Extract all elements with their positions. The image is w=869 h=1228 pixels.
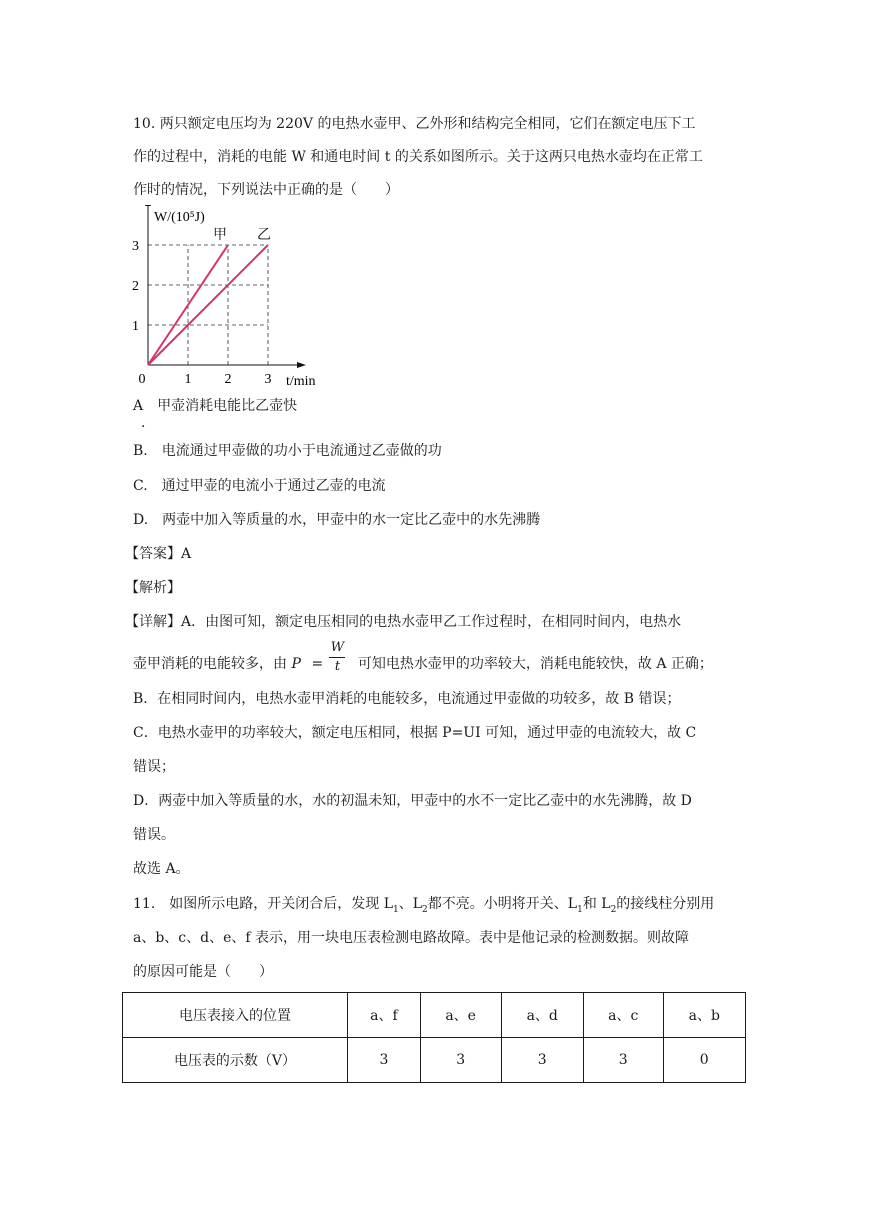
q10-option-c: C. 通过甲壶的电流小于通过乙壶的电流	[133, 478, 386, 494]
x-axis-arrow	[297, 362, 306, 368]
x-axis-label: t/min	[286, 374, 316, 389]
table-cell: 0	[663, 1038, 745, 1083]
chart-svg	[128, 205, 338, 395]
answer-label: 【答案】A	[125, 546, 192, 562]
table-row	[123, 1038, 746, 1083]
sub-4: 2	[610, 904, 617, 915]
formula-numerator: W	[330, 640, 345, 655]
q10-option-a: A 甲壶消耗电能比乙壶快	[133, 398, 298, 414]
table-row	[123, 993, 746, 1038]
series-label: 甲	[213, 227, 227, 243]
series-label: 乙	[257, 227, 271, 243]
sub-2: 2	[422, 904, 428, 915]
q11-line1-part-4: 和 L	[582, 896, 611, 912]
table-cell: 3	[583, 1038, 663, 1083]
q10-option-d: D. 两壶中加入等质量的水，甲壶中的水一定比乙壶中的水先沸腾	[133, 512, 541, 528]
y-axis-arrow	[145, 205, 151, 206]
q11-stem-line-3: 的原因可能是（ ）	[133, 964, 273, 980]
q11-stem-line-1	[133, 894, 714, 920]
table-cell: a、e	[420, 993, 501, 1038]
q11-line1-part-2: 、L	[398, 896, 423, 912]
series-line	[148, 245, 268, 365]
fraction-bar	[329, 657, 345, 658]
table-cell: a、f	[348, 993, 421, 1038]
q10-option-b: B. 电流通过甲壶做的功小于电流通过乙壶做的功	[133, 443, 442, 459]
q11-stem-line-2: a、b、c、d、e、f 表示，用一块电压表检测电路故障。表中是他记录的检测数据。则故障	[133, 930, 690, 946]
analysis-title: 【解析】	[125, 580, 181, 596]
x-tick-label: 1	[184, 372, 192, 387]
detail-line-1b-post: 可知电热水壶甲的功率较大，消耗电能较快，故 A 正确；	[357, 656, 713, 672]
table-cell: a、c	[583, 993, 663, 1038]
detail-line-4b: 错误。	[133, 827, 175, 843]
q10-stem-line-2: 作的过程中，消耗的电能 W 和通电时间 t 的关系如图所示。关于这两只电热水壶均在正常工	[133, 149, 703, 165]
table-cell: a、d	[501, 993, 583, 1038]
formula-fraction	[329, 640, 345, 675]
origin-label: 0	[138, 372, 146, 387]
formula-eq: =	[311, 656, 324, 672]
power-formula	[291, 640, 353, 674]
x-tick-label: 2	[224, 372, 232, 387]
table-cell: 3	[501, 1038, 583, 1083]
y-tick-label: 2	[132, 279, 139, 294]
formula-p: P	[291, 656, 301, 672]
detail-line-4a: D．两壶中加入等质量的水，水的初温未知，甲壶中的水不一定比乙壶中的水先沸腾，故 D	[133, 793, 692, 809]
detail-line-1b	[133, 640, 713, 674]
q10-stem-line-1: 10. 两只额定电压均为 220V 的电热水壶甲、乙外形和结构完全相同，它们在额定电压下工	[133, 116, 696, 132]
q11-line1-part-1: 11. 如图所示电路，开关闭合后，发现 L	[133, 896, 394, 912]
table-header-position: 电压表接入的位置	[123, 993, 348, 1038]
conclusion: 故选 A。	[133, 861, 190, 877]
detail-line-3b: 错误；	[133, 759, 175, 775]
table-cell: 3	[420, 1038, 501, 1083]
table-header-reading: 电压表的示数（V）	[123, 1038, 348, 1083]
formula-denominator: t	[334, 659, 341, 674]
detail-line-1a: 【详解】A．由图可知，额定电压相同的电热水壶甲乙工作过程时，在相同时间内，电热水	[125, 614, 682, 630]
detail-line-2: B．在相同时间内，电热水壶甲消耗的电能较多，电流通过甲壶做的功较多，故 B 错误；	[133, 691, 681, 707]
q11-line1-part-3: 都不亮。小明将开关、L	[427, 896, 578, 912]
option-a-dot: ·	[141, 419, 146, 435]
table-cell: a、b	[663, 993, 745, 1038]
sub-1: 1	[393, 904, 399, 915]
q11-line1-part-5: 的接线柱分别用	[616, 896, 715, 912]
table-cell: 3	[348, 1038, 421, 1083]
y-tick-label: 3	[132, 239, 139, 254]
voltmeter-table	[122, 992, 746, 1083]
detail-line-3a: C．电热水壶甲的功率较大，额定电压相同，根据 P=UI 可知，通过甲壶的电流较大，故 C	[133, 725, 697, 741]
sub-3: 1	[577, 904, 583, 915]
y-axis-label: W/(10⁵J)	[154, 210, 205, 225]
q10-stem-line-3: 作时的情况，下列说法中正确的是（ ）	[133, 182, 399, 198]
x-tick-label: 3	[264, 372, 272, 387]
energy-time-chart	[128, 205, 338, 395]
y-tick-label: 1	[132, 319, 139, 334]
detail-line-1b-pre: 壶甲消耗的电能较多，由	[133, 656, 287, 672]
